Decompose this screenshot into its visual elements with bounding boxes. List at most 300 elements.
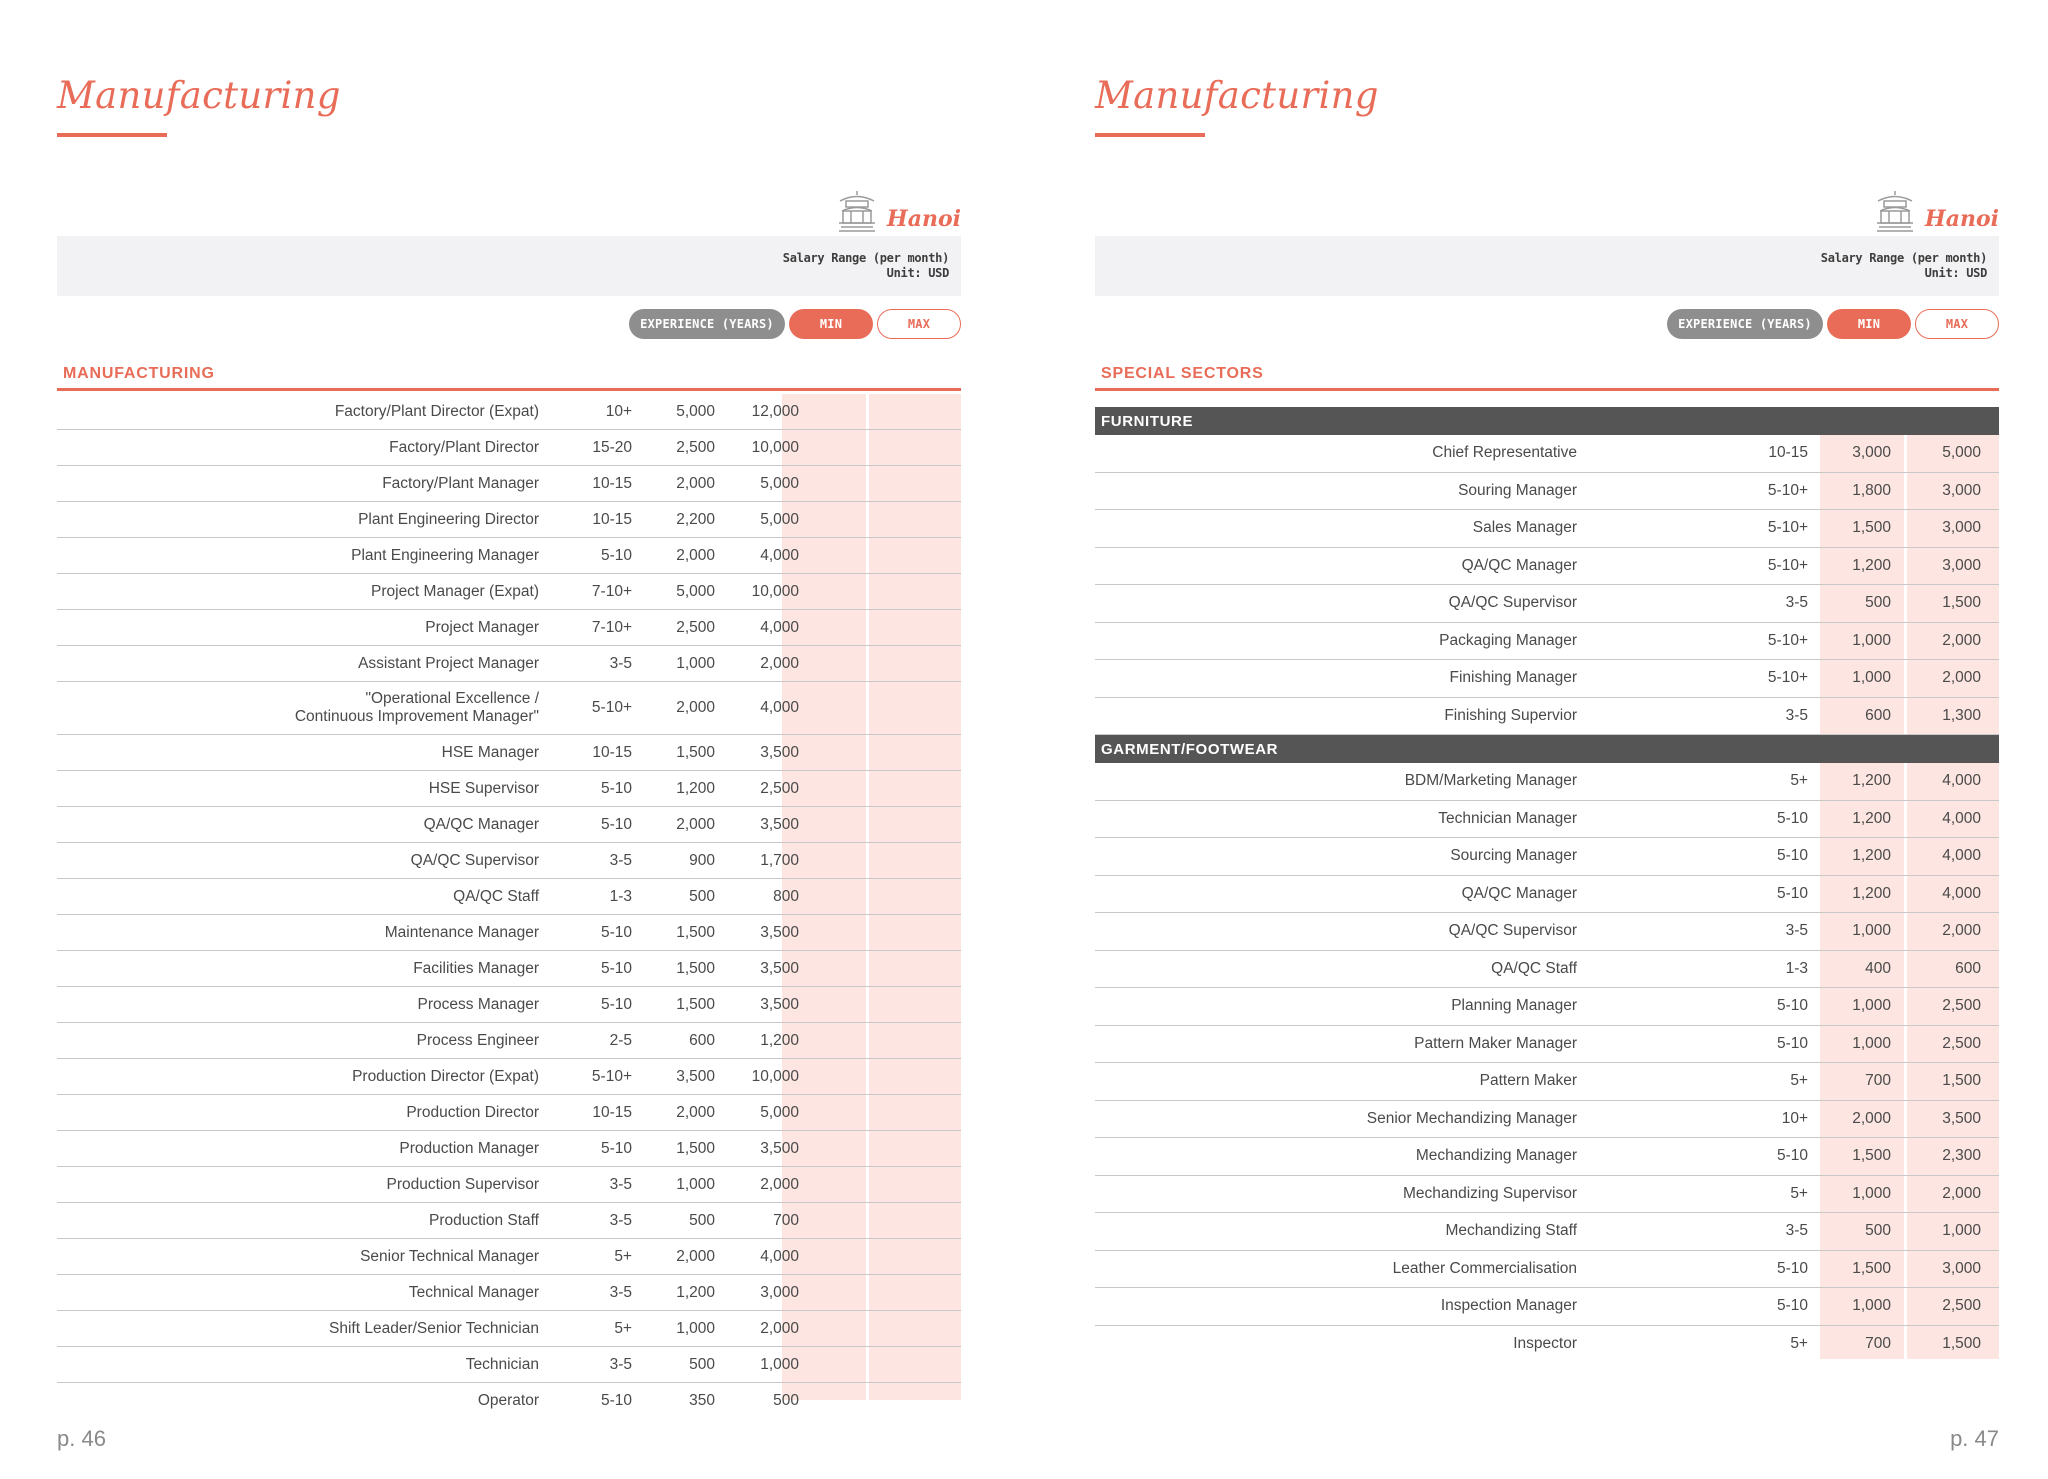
salary-max: 3,000 [1942, 481, 1981, 499]
experience-years: 5-10+ [1767, 556, 1808, 574]
salary-max: 12,000 [751, 402, 799, 420]
salary-max: 2,000 [1942, 1184, 1981, 1202]
page-47 [1095, 0, 1999, 1479]
job-title-line: Production Director [406, 1103, 539, 1121]
job-title [1095, 885, 1577, 903]
experience-years: 3-5 [1785, 1222, 1808, 1240]
experience-years: 3-5 [609, 1175, 632, 1193]
salary-min: 2,500 [676, 438, 715, 456]
table-row [1095, 510, 1999, 548]
experience-pill: EXPERIENCE (YEARS) [1667, 309, 1823, 339]
table-row [57, 1095, 961, 1131]
salary-max: 1,700 [760, 851, 799, 869]
max-pill: MAX [1915, 309, 1999, 339]
table-row [1095, 1326, 1999, 1363]
job-title-line: Technician Manager [1438, 809, 1577, 827]
table-row [57, 682, 961, 735]
salary-min: 1,200 [1852, 809, 1891, 827]
salary-max: 2,000 [760, 654, 799, 672]
job-title-line: HSE Manager [441, 743, 539, 761]
job-title-line: Process Manager [417, 995, 539, 1013]
salary-min: 1,200 [1852, 884, 1891, 902]
salary-max: 3,000 [1942, 519, 1981, 537]
job-title-line: Maintenance Manager [384, 923, 539, 941]
table-row [57, 1131, 961, 1167]
pagoda-icon [1875, 190, 1915, 232]
table-row [57, 843, 961, 879]
section-heading [1095, 363, 1999, 391]
job-title [57, 583, 539, 601]
job-title-line: Assistant Project Manager [358, 654, 539, 672]
salary-min: 1,000 [676, 1319, 715, 1337]
experience-years: 5-10 [1776, 884, 1808, 902]
job-title [57, 655, 539, 673]
job-title [57, 1212, 539, 1230]
experience-years: 3-5 [609, 654, 632, 672]
job-title-line: Project Manager (Expat) [371, 582, 539, 600]
table-row [1095, 585, 1999, 623]
experience-years: 5-10 [1776, 1147, 1808, 1165]
salary-min: 1,500 [1852, 1147, 1891, 1165]
experience-years: 3-5 [1785, 594, 1808, 612]
job-title [57, 1320, 539, 1338]
job-title [1095, 772, 1577, 790]
job-title-line: QA/QC Staff [1491, 959, 1577, 977]
job-title [1095, 922, 1577, 940]
job-title [57, 744, 539, 762]
experience-years: 5-10 [1776, 809, 1808, 827]
job-title [57, 1068, 539, 1086]
job-title [57, 996, 539, 1014]
salary-min: 3,000 [1852, 444, 1891, 462]
job-title-line: Facilities Manager [413, 959, 539, 977]
salary-min: 1,500 [676, 1139, 715, 1157]
salary-max: 4,000 [760, 1247, 799, 1265]
job-title-line: Finishing Supervior [1444, 706, 1577, 724]
table-row [57, 1059, 961, 1095]
job-title-line: Pattern Maker Manager [1414, 1034, 1577, 1052]
job-title [1095, 997, 1577, 1015]
job-title [1095, 960, 1577, 978]
table-row [1095, 1176, 1999, 1214]
job-title-line: Plant Engineering Manager [351, 546, 539, 564]
salary-min: 2,000 [676, 1247, 715, 1265]
job-title [1095, 707, 1577, 725]
table-row [57, 1239, 961, 1275]
job-title-line: Factory/Plant Manager [382, 474, 539, 492]
salary-min: 1,000 [1852, 1034, 1891, 1052]
salary-min: 1,000 [1852, 631, 1891, 649]
experience-years: 5+ [1790, 1334, 1808, 1352]
table-row [57, 1203, 961, 1239]
job-title [57, 511, 539, 529]
salary-range-band [57, 236, 961, 296]
experience-years: 10-15 [592, 474, 632, 492]
salary-min: 2,000 [676, 474, 715, 492]
job-title-line: Packaging Manager [1439, 631, 1577, 649]
column-legend [1667, 309, 1999, 339]
salary-min: 500 [1865, 594, 1891, 612]
job-title [1095, 1035, 1577, 1053]
job-title-line: Operator [477, 1391, 539, 1409]
salary-min: 350 [689, 1391, 715, 1409]
salary-max: 4,000 [1942, 847, 1981, 865]
table-row [57, 466, 961, 502]
salary-min: 1,500 [1852, 519, 1891, 537]
experience-years: 5-10 [1776, 1259, 1808, 1277]
job-title-line: QA/QC Manager [423, 815, 539, 833]
salary-min: 1,200 [676, 1283, 715, 1301]
salary-max: 1,500 [1942, 594, 1981, 612]
salary-min: 1,200 [1852, 556, 1891, 574]
job-title-line: "Operational Excellence / [365, 690, 539, 707]
job-title [57, 960, 539, 978]
salary-min: 5,000 [676, 582, 715, 600]
job-title [1095, 557, 1577, 575]
salary-max: 4,000 [1942, 884, 1981, 902]
table-row [57, 807, 961, 843]
salary-min: 1,800 [1852, 481, 1891, 499]
salary-max: 5,000 [760, 1103, 799, 1121]
experience-years: 5-10 [1776, 1297, 1808, 1315]
job-title-line: Mechandizing Manager [1415, 1147, 1577, 1165]
job-title [57, 1104, 539, 1122]
experience-years: 7-10+ [591, 582, 632, 600]
salary-max: 4,000 [760, 546, 799, 564]
salary-min: 1,200 [676, 779, 715, 797]
page-number: p. 46 [57, 1426, 106, 1451]
job-title-line: Chief Representative [1432, 444, 1577, 462]
job-title-line: Technical Manager [408, 1283, 539, 1301]
salary-min: 1,500 [676, 923, 715, 941]
page-title: Manufacturing [1095, 74, 1379, 117]
salary-max: 3,500 [760, 743, 799, 761]
title-underline [57, 133, 167, 137]
job-title-line: Senior Mechandizing Manager [1366, 1109, 1577, 1127]
experience-years: 7-10+ [591, 618, 632, 636]
experience-years: 5-10 [600, 815, 632, 833]
job-title [57, 852, 539, 870]
salary-max: 10,000 [751, 582, 799, 600]
table-row [1095, 698, 1999, 736]
column-legend [629, 309, 961, 339]
salary-min: 700 [1865, 1334, 1891, 1352]
salary-max: 2,000 [1942, 922, 1981, 940]
experience-years: 5-10+ [1767, 669, 1808, 687]
table-row [1095, 1251, 1999, 1289]
experience-years: 3-5 [609, 1211, 632, 1229]
table-row [1095, 660, 1999, 698]
table-row [1095, 473, 1999, 511]
job-title-line: Pattern Maker [1479, 1072, 1577, 1090]
salary-max: 1,300 [1942, 706, 1981, 724]
table-row [57, 915, 961, 951]
job-title-line: Mechandizing Supervisor [1402, 1184, 1577, 1202]
experience-years: 10+ [605, 402, 632, 420]
experience-years: 15-20 [592, 438, 632, 456]
experience-years: 5-10+ [1767, 519, 1808, 537]
table-row [1095, 876, 1999, 914]
page-title: Manufacturing [57, 74, 341, 117]
salary-max: 3,500 [760, 995, 799, 1013]
job-title [1095, 594, 1577, 612]
job-title [57, 780, 539, 798]
job-title-line: Mechandizing Staff [1445, 1222, 1577, 1240]
salary-unit: Unit: USD [1924, 266, 1987, 280]
salary-max: 1,500 [1942, 1334, 1981, 1352]
salary-max: 1,500 [1942, 1072, 1981, 1090]
table-row [1095, 951, 1999, 989]
salary-min: 2,000 [676, 815, 715, 833]
salary-min: 700 [1865, 1072, 1891, 1090]
job-title-line: Project Manager [425, 618, 539, 636]
salary-max: 800 [773, 887, 799, 905]
salary-max: 10,000 [751, 438, 799, 456]
table-row [57, 538, 961, 574]
table-row [1095, 1213, 1999, 1251]
job-title-line: QA/QC Staff [453, 887, 539, 905]
table-row [57, 610, 961, 646]
job-title [1095, 847, 1577, 865]
experience-years: 5-10+ [1767, 631, 1808, 649]
job-title-line: Production Director (Expat) [352, 1067, 539, 1085]
job-title [1095, 519, 1577, 537]
salary-max: 3,500 [1942, 1109, 1981, 1127]
job-title-line: Planning Manager [1451, 997, 1577, 1015]
table-row [57, 879, 961, 915]
job-title-line: QA/QC Supervisor [1448, 922, 1577, 940]
salary-min: 1,200 [1852, 772, 1891, 790]
job-title [57, 1176, 539, 1194]
salary-min: 1,000 [1852, 997, 1891, 1015]
table-row [57, 430, 961, 466]
max-pill: MAX [877, 309, 961, 339]
table-row [57, 1311, 961, 1347]
salary-range-label [783, 251, 949, 281]
salary-min: 500 [689, 887, 715, 905]
experience-years: 5-10 [1776, 997, 1808, 1015]
experience-years: 3-5 [609, 1283, 632, 1301]
salary-max: 2,000 [1942, 669, 1981, 687]
job-title [1095, 1110, 1577, 1128]
table-row [1095, 548, 1999, 586]
job-title [1095, 444, 1577, 462]
job-title [1095, 1072, 1577, 1090]
salary-range-title: Salary Range (per month) [1820, 251, 1987, 265]
salary-range-label [1821, 251, 1987, 281]
experience-years: 5-10 [1776, 1034, 1808, 1052]
salary-range-title: Salary Range (per month) [782, 251, 949, 265]
salary-min: 1,000 [676, 654, 715, 672]
table-row [1095, 435, 1999, 473]
salary-min: 1,000 [1852, 669, 1891, 687]
job-title-line: Production Manager [399, 1139, 539, 1157]
table-row [57, 394, 961, 430]
salary-min: 2,000 [676, 546, 715, 564]
salary-min: 1,500 [1852, 1259, 1891, 1277]
job-title-line: Production Supervisor [386, 1175, 539, 1193]
salary-max: 600 [1955, 959, 1981, 977]
salary-max: 1,000 [760, 1355, 799, 1373]
table-row [1095, 913, 1999, 951]
job-title [57, 403, 539, 421]
experience-years: 5+ [1790, 1072, 1808, 1090]
job-title-line: HSE Supervisor [428, 779, 539, 797]
job-title [57, 924, 539, 942]
salary-max: 2,500 [1942, 997, 1981, 1015]
table-row [57, 987, 961, 1023]
job-title [1095, 1147, 1577, 1165]
salary-max: 3,000 [1942, 1259, 1981, 1277]
job-title [57, 1284, 539, 1302]
job-title-line: QA/QC Supervisor [410, 851, 539, 869]
job-title-line: Process Engineer [416, 1031, 539, 1049]
job-title [57, 1248, 539, 1266]
experience-years: 1-3 [609, 887, 632, 905]
title-underline [1095, 133, 1205, 137]
salary-max: 2,500 [1942, 1034, 1981, 1052]
table-row [1095, 1101, 1999, 1139]
job-title [1095, 1260, 1577, 1278]
salary-max: 2,000 [760, 1319, 799, 1337]
job-title [57, 547, 539, 565]
salary-max: 2,000 [1942, 631, 1981, 649]
job-title [57, 816, 539, 834]
table-row [1095, 1026, 1999, 1064]
table-row [57, 951, 961, 987]
job-title [1095, 1335, 1577, 1353]
city-name: Hanoi [1924, 206, 1999, 232]
table-row [57, 1023, 961, 1059]
salary-min: 1,000 [1852, 1297, 1891, 1315]
city-name: Hanoi [886, 206, 961, 232]
salary-min: 500 [689, 1355, 715, 1373]
table-row [57, 646, 961, 682]
salary-min: 2,500 [676, 618, 715, 636]
salary-max: 5,000 [1942, 444, 1981, 462]
table-row [1095, 623, 1999, 661]
experience-years: 10+ [1781, 1109, 1808, 1127]
section-heading [57, 363, 961, 391]
page-46 [57, 0, 961, 1479]
experience-years: 2-5 [609, 1031, 632, 1049]
pagoda-icon [837, 190, 877, 232]
experience-years: 5-10 [1776, 847, 1808, 865]
job-title-line: Souring Manager [1458, 481, 1577, 499]
experience-years: 5-10 [600, 923, 632, 941]
salary-min: 500 [689, 1211, 715, 1229]
salary-table [57, 394, 961, 1409]
job-title [57, 619, 539, 637]
table-row [57, 574, 961, 610]
salary-min: 1,000 [1852, 922, 1891, 940]
table-row [57, 1383, 961, 1418]
salary-max: 4,000 [1942, 809, 1981, 827]
salary-min: 1,000 [676, 1175, 715, 1193]
table-row [1095, 1063, 1999, 1101]
job-title-line: Continuous Improvement Manager" [294, 708, 539, 725]
salary-min: 600 [689, 1031, 715, 1049]
job-title-line: Inspector [1513, 1334, 1577, 1352]
salary-max: 5,000 [760, 474, 799, 492]
experience-years: 5-10+ [1767, 481, 1808, 499]
salary-max: 10,000 [751, 1067, 799, 1085]
salary-max: 1,000 [1942, 1222, 1981, 1240]
salary-min: 500 [1865, 1222, 1891, 1240]
group-header: GARMENT/FOOTWEAR [1095, 735, 1999, 763]
salary-min: 2,000 [676, 699, 715, 716]
job-title [1095, 632, 1577, 650]
job-title [57, 1032, 539, 1050]
experience-years: 5-10 [600, 959, 632, 977]
salary-max: 3,500 [760, 959, 799, 977]
salary-min: 2,000 [1852, 1109, 1891, 1127]
experience-years: 5+ [1790, 1184, 1808, 1202]
job-title [1095, 1222, 1577, 1240]
job-title [57, 1140, 539, 1158]
experience-pill: EXPERIENCE (YEARS) [629, 309, 785, 339]
job-title-line: QA/QC Supervisor [1448, 594, 1577, 612]
salary-max: 2,500 [1942, 1297, 1981, 1315]
table-row [57, 1347, 961, 1383]
experience-years: 5-10 [600, 779, 632, 797]
salary-min: 1,000 [1852, 1184, 1891, 1202]
experience-years: 3-5 [609, 1355, 632, 1373]
salary-min: 400 [1865, 959, 1891, 977]
salary-max: 3,500 [760, 923, 799, 941]
job-title-line: Production Staff [428, 1211, 539, 1229]
salary-min: 5,000 [676, 402, 715, 420]
job-title [1095, 1185, 1577, 1203]
table-row [1095, 988, 1999, 1026]
job-title-line: Inspection Manager [1440, 1297, 1577, 1315]
job-title-line: Technician [465, 1355, 539, 1373]
experience-years: 5+ [614, 1247, 632, 1265]
job-title-line: BDM/Marketing Manager [1404, 772, 1577, 790]
salary-max: 5,000 [760, 510, 799, 528]
salary-min: 3,500 [676, 1067, 715, 1085]
salary-min: 900 [689, 851, 715, 869]
experience-years: 5+ [1790, 772, 1808, 790]
salary-max: 700 [773, 1211, 799, 1229]
salary-max: 4,000 [1942, 772, 1981, 790]
experience-years: 5-10 [600, 995, 632, 1013]
table-row [57, 502, 961, 538]
section-title: MANUFACTURING [63, 365, 215, 382]
job-title [57, 439, 539, 457]
table-row [1095, 1288, 1999, 1326]
experience-years: 5-10+ [591, 699, 632, 716]
job-title [1095, 669, 1577, 687]
salary-max: 3,500 [760, 1139, 799, 1157]
salary-min: 1,500 [676, 995, 715, 1013]
table-row [57, 735, 961, 771]
job-title-line: Sourcing Manager [1450, 847, 1577, 865]
job-title [57, 1392, 539, 1410]
page-number: p. 47 [1950, 1426, 1999, 1451]
experience-years: 1-3 [1785, 959, 1808, 977]
job-title-line: Shift Leader/Senior Technician [329, 1319, 539, 1337]
job-title-line: Leather Commercialisation [1392, 1259, 1577, 1277]
city-label [1875, 190, 1999, 232]
table-row [57, 1275, 961, 1311]
job-title [1095, 1297, 1577, 1315]
job-title-line: QA/QC Manager [1461, 556, 1577, 574]
experience-years: 5-10+ [591, 1067, 632, 1085]
table-row [1095, 801, 1999, 839]
salary-max: 3,000 [760, 1283, 799, 1301]
section-title: SPECIAL SECTORS [1101, 365, 1264, 382]
